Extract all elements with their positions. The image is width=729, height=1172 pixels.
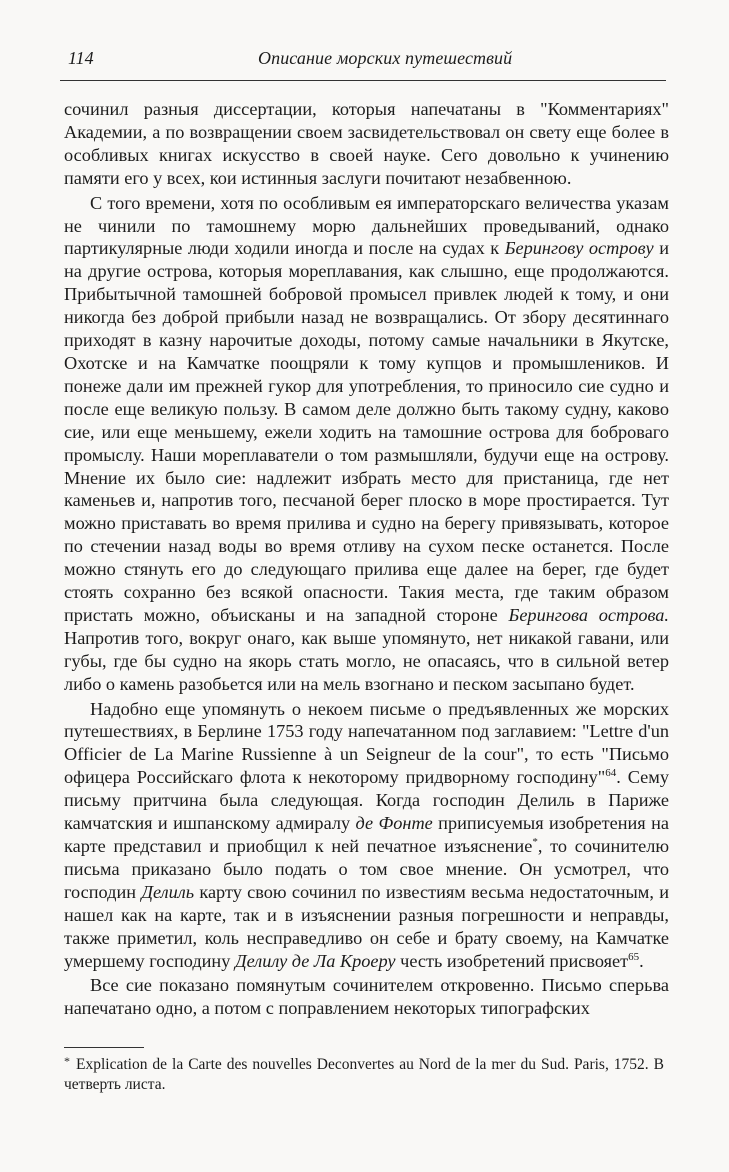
paragraph-3-text: честь изобретений присвояет	[395, 950, 629, 971]
paragraph-2-text: Напротив того, вокруг онаго, как выше упомянуто, нет никакой гавани, или губы, где бы судно на якорь стать могло, не опасаясь, что в сильной ветер либо о камень разобьется или на мель взогнано и песком засыпано будет.	[64, 627, 669, 694]
endnote-ref-64: 64	[605, 767, 617, 780]
paragraph-3-text: Надобно еще упомянуть о некоем письме о предъявленных же морских путешествиях, в Берлине 1753 году напечатанном под заглавием: "Lettre d'un Officier de La Marine Russienne à un Seigneur de la cour", то есть "Письмо офицера Российскаго флота к некоторому придворному господину"	[64, 698, 669, 788]
endnote-ref-65: 65	[628, 950, 640, 963]
paragraph-3-text: карту свою сочинил по известиям весьма недостаточным, и нашел как на карте, так и в изъяснении разныя погрешности и неправды, также приметил, коль несправедливо он себе и брату своему, на Камчатке умершему господину	[64, 881, 669, 971]
body-text	[64, 98, 669, 1020]
footnote-marker: *	[64, 1054, 70, 1068]
person-name-delisle-de-la-croyere: Делилу де Ла Кроеру	[234, 950, 396, 971]
paragraph-3-text: .	[639, 950, 644, 971]
place-name-bering-island: Берингову острову	[504, 238, 654, 259]
paragraph-3-text: . Сему письму притчина была следующая. Когда господин Делиль в Париже камчатския и ишпанскому адмиралу	[64, 767, 669, 834]
header-rule	[60, 80, 666, 81]
footnote-ref: *	[532, 836, 538, 848]
footnote-text: Explication de la Carte des nouvelles Deconvertes au Nord de la mer du Sud. Paris, 1752. В четверть листа.	[64, 1056, 664, 1093]
running-title: Описание морских путешествий	[258, 48, 513, 68]
place-name-bering-island: Берингова острова.	[508, 604, 669, 625]
paragraph-2-text: и на другие острова, которыя мореплавания, как слышно, еще продолжаются. Прибытычной тамошней бобровой промысел привлек людей к тому, и они никогда без доброй прибыли назад не возвращались. От збору десятиннаго приходят в казну нарочитые доходы, потому самые начальники в Якутске, Охотске и на Камчатке поощряли к тому купцов и промышлеников. И понеже дали им прежней гукор для употребления, то приносило сие судно и после еще великую пользу. В самом деле должно быть такому судну, каково сие, или еще меньшему, ежели ходить на тамошние острова для боброваго промыслу. Наши мореплаватели о том размышляли, будучи еще на острову. Мнение их было сие: надлежит избрать место для пристаница, где нет каменьев и, напротив того, песчаной берег плоско в море простирается. Тут можно приставать во время прилива и судно на берегу привязывать, которое по стечении назад воды во время отливу на сухом песке останется. После можно стянуть его до следующаго прилива еще далее на берег, где будет стоять сохранно без всякой опасности. Такия места, где таким образом пристать можно, объисканы и на западной стороне	[64, 238, 670, 625]
paragraph-1: сочинил разныя диссертации, которыя напечатаны в "Комментариях" Академии, а по возвращении своем засвидетельствовал он свету еще более в особливых книгах искусство в своей науке. Сего довольно к учинению памяти его у всех, кои истинныя заслуги почитают незабвенною.	[64, 99, 669, 188]
person-name-delisle: Делиль	[141, 881, 195, 902]
paragraph-2-text: С того времени, хотя по особливым ея императорскаго величества указам не чинили по тамошнему морю дальнейших проведываний, однако партикулярные люди ходили иногда и после на судах к	[64, 192, 669, 259]
paragraph-3-text: , то сочинителю письма приказано было подать о том свое мнение. Он усмотрел, что господин	[64, 836, 670, 902]
paragraph-3-text: приписуемыя изобретения на карте представил и приобщил к ней печатное изъяснение	[64, 813, 669, 856]
person-name-de-fonte: де Фонте	[355, 813, 433, 834]
footnote	[64, 1055, 664, 1095]
paragraph-2	[64, 192, 669, 696]
page-header	[68, 47, 660, 73]
footnote-rule	[64, 1047, 144, 1048]
paragraph-4: Все сие показано помянутым сочинителем откровенно. Письмо сперьва напечатано одно, а потом с поправлением некоторых типографских	[64, 975, 669, 1019]
paragraph-3	[64, 698, 669, 973]
page-number: 114	[68, 48, 94, 68]
